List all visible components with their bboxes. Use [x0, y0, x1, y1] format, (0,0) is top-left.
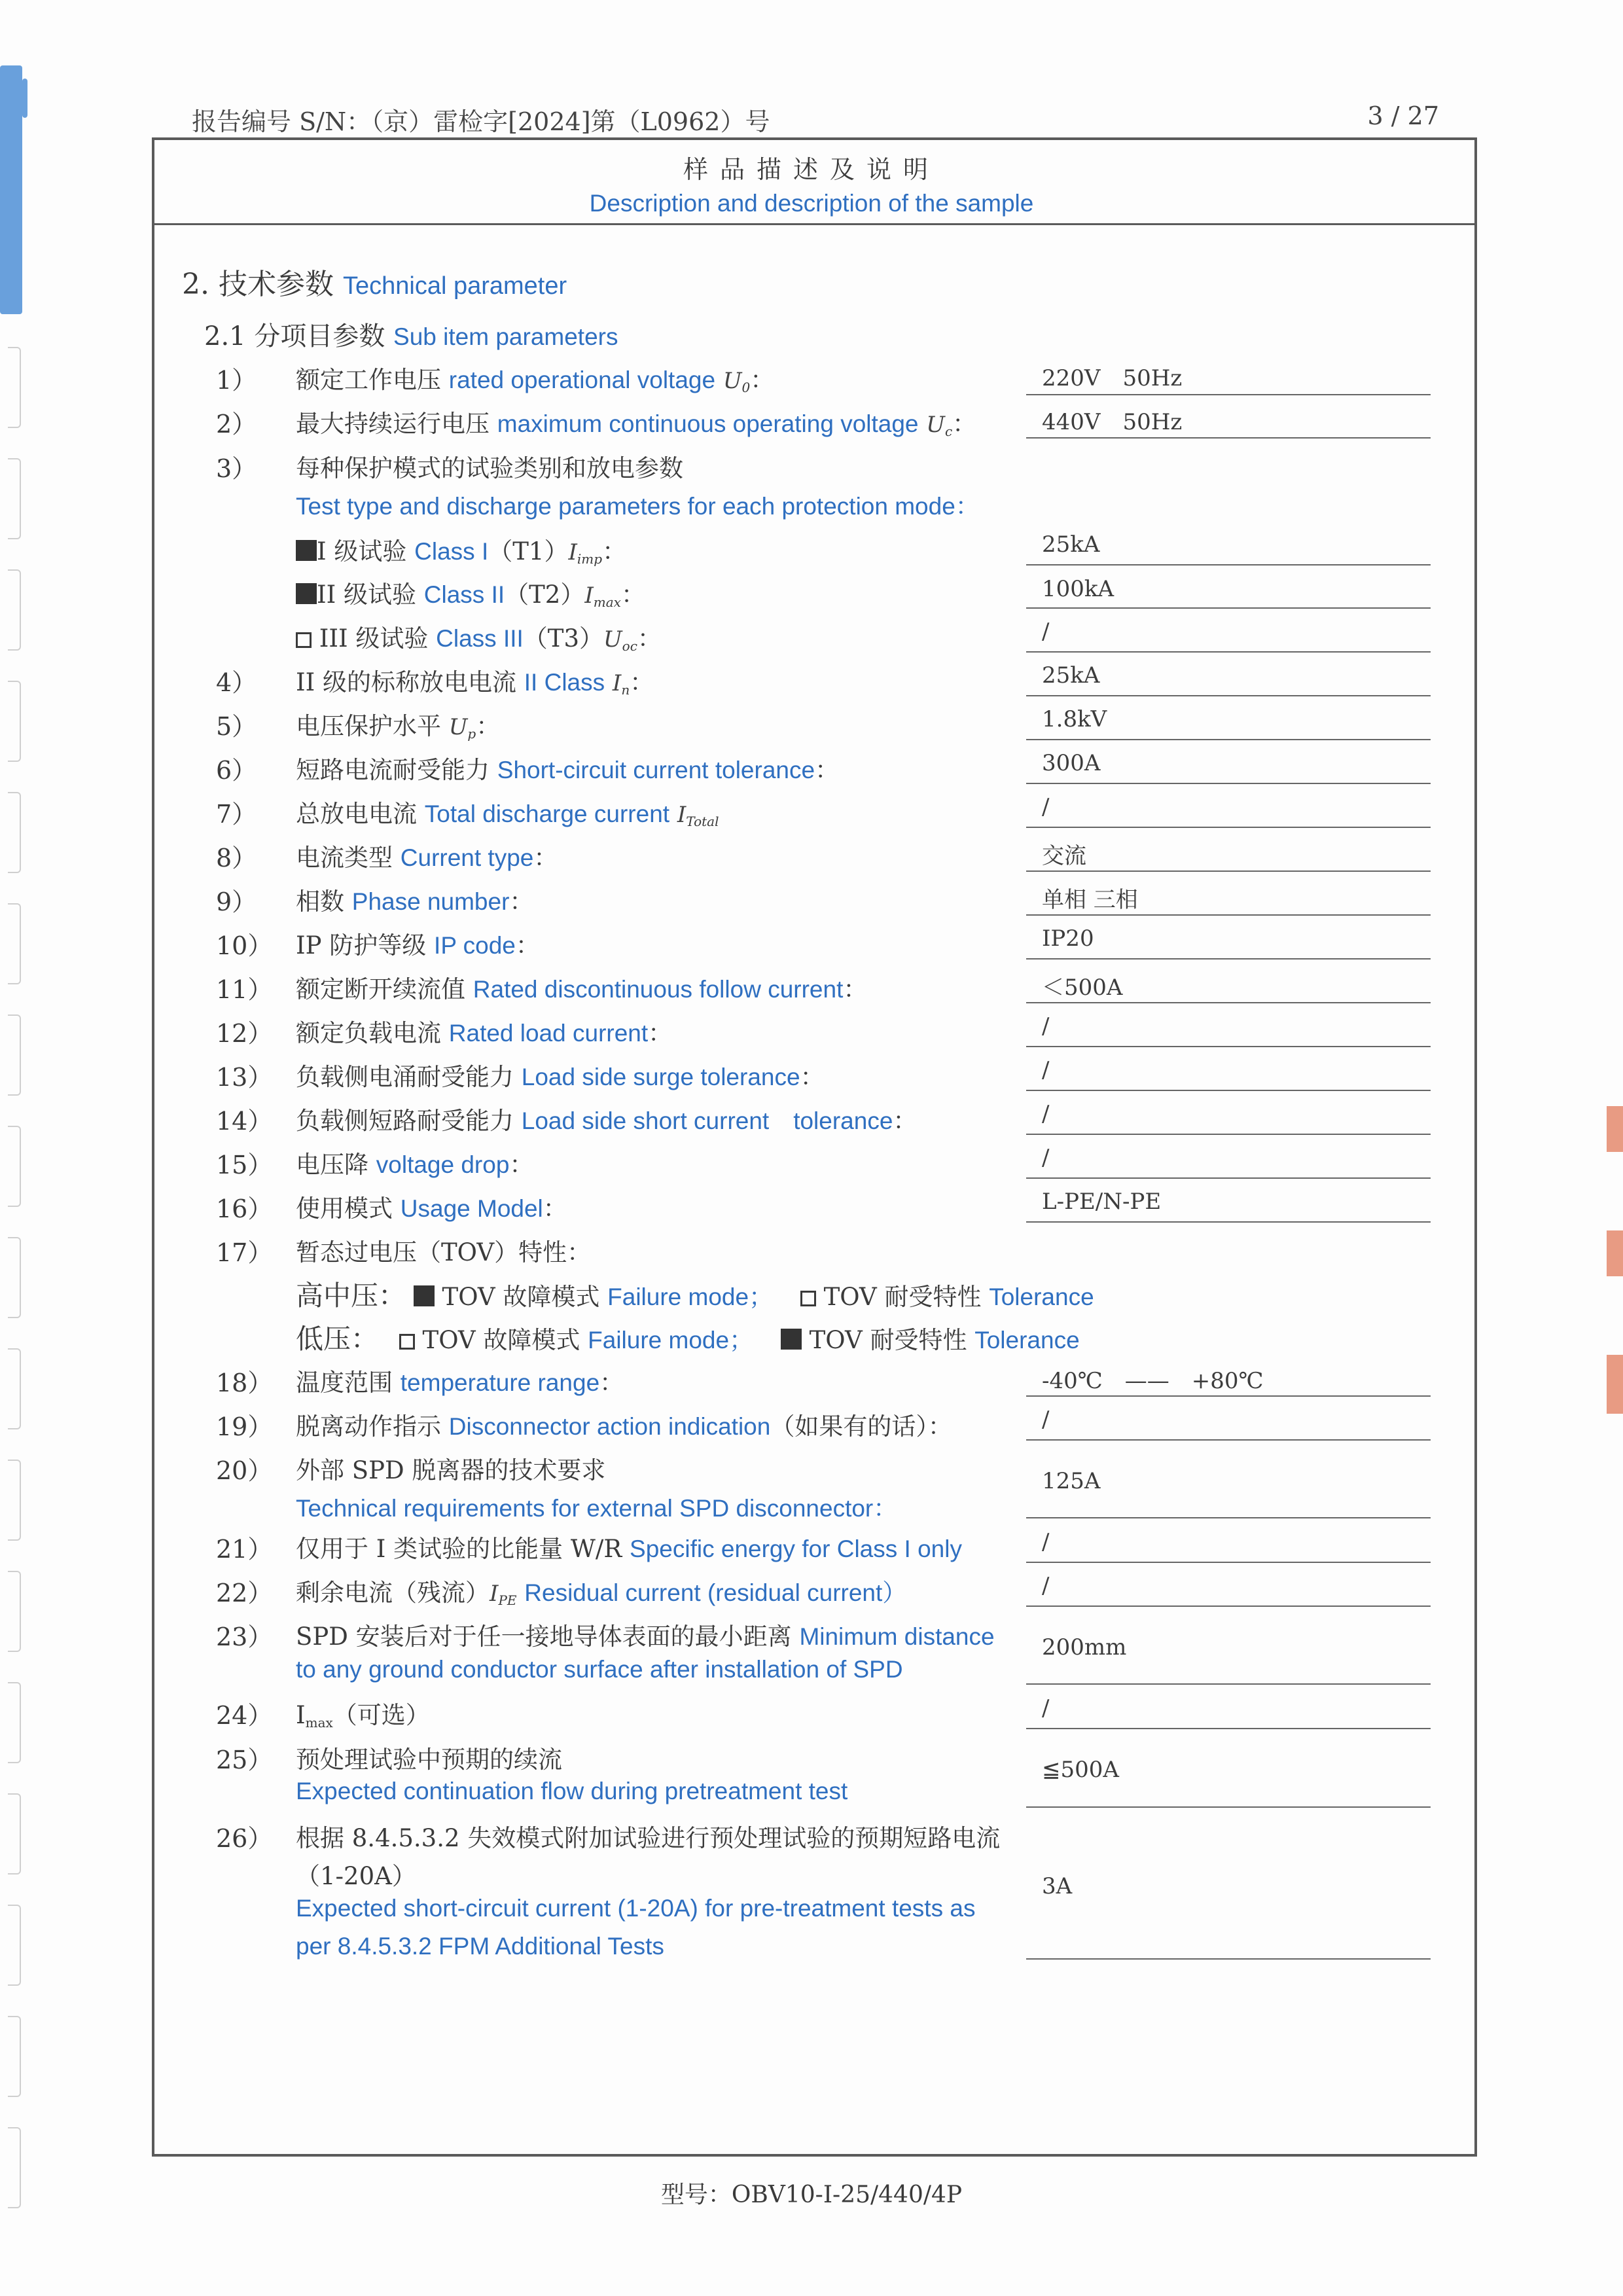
checkbox-lv-tolerance[interactable] — [781, 1329, 802, 1350]
item-number: 26） — [216, 1824, 273, 1853]
value-underline — [1026, 1395, 1431, 1397]
param-label: 电压保护水平 Up： — [296, 712, 501, 742]
model-footer: 型号：OBV10-I-25/440/4P — [660, 2181, 963, 2208]
param-label: 负载侧短路耐受能力 Load side short current tolerance： — [296, 1107, 918, 1135]
param-label: II 级的标称放电电流 II Class In： — [296, 668, 654, 698]
punch-hole — [8, 569, 21, 651]
checkbox-hv-failure[interactable] — [414, 1285, 435, 1306]
param-value: / — [1042, 619, 1050, 645]
param-label: 剩余电流（残流）IPE Residual current (residual current） — [296, 1579, 907, 1608]
param-label: 负载侧电涌耐受能力 Load side surge tolerance： — [296, 1063, 825, 1091]
value-underline — [1026, 914, 1431, 916]
param-label: 额定断开续流值 Rated discontinuous follow current： — [296, 975, 868, 1003]
tov-lv-row: 低压： TOV 故障模式 Failure mode； TOV 耐受特性 Tolerance — [296, 1323, 1080, 1355]
item-number: 14） — [216, 1107, 273, 1136]
param-value: 1.8kV — [1042, 706, 1107, 732]
param-label: IP 防护等级 IP code： — [296, 931, 540, 960]
punch-hole — [8, 1905, 21, 1986]
param-label: 短路电流耐受能力 Short-circuit current tolerance： — [296, 756, 840, 784]
punch-hole — [8, 347, 21, 428]
value-underline — [1026, 607, 1431, 609]
item-number: 16） — [216, 1194, 273, 1223]
item-number: 19） — [216, 1412, 273, 1441]
param-label: SPD 安装后对于任一接地导体表面的最小距离 Minimum distance — [296, 1623, 995, 1651]
param-label: 暂态过电压（TOV）特性： — [296, 1238, 592, 1266]
value-underline — [1026, 695, 1431, 696]
value-underline — [1026, 1090, 1431, 1091]
punch-hole — [8, 1571, 21, 1652]
param-value: 440V 50Hz — [1042, 409, 1183, 435]
param-label: 电流类型 Current type： — [296, 844, 558, 872]
item-number: 22） — [216, 1579, 273, 1607]
param-label: 总放电电流 Total discharge current ITotal — [296, 800, 719, 829]
value-underline — [1026, 1728, 1431, 1729]
checkbox-class3[interactable] — [296, 632, 312, 648]
value-underline — [1026, 394, 1431, 395]
value-underline — [1026, 827, 1431, 828]
item-number: 6） — [216, 756, 257, 785]
item-number: 5） — [216, 712, 257, 741]
param-value: 25kA — [1042, 662, 1100, 689]
param-value: / — [1042, 1529, 1050, 1555]
param-label-en: Test type and discharge parameters for each protection mode： — [296, 493, 980, 520]
param-label: 每种保护模式的试验类别和放电参数 — [296, 454, 683, 482]
seal-fragment — [1607, 1106, 1623, 1152]
item-number: 9） — [216, 888, 257, 916]
value-underline — [1026, 739, 1431, 740]
page-title-zh: 样品描述及说明 — [683, 155, 940, 184]
value-underline — [1026, 1683, 1431, 1685]
item-number: 1） — [216, 366, 257, 395]
title-divider — [154, 223, 1474, 225]
param-value: / — [1042, 1695, 1050, 1721]
value-underline — [1026, 651, 1431, 653]
seal-fragment — [1607, 1230, 1623, 1276]
param-label-en: to any ground conductor surface after installation of SPD — [296, 1656, 903, 1683]
punch-hole — [8, 1682, 21, 1763]
param-label: 相数 Phase number： — [296, 888, 534, 916]
punch-hole — [8, 1237, 21, 1318]
param-value: 单相 三相 — [1042, 887, 1138, 913]
value-underline — [1026, 958, 1431, 960]
page-header — [192, 101, 1461, 134]
param-label-en: Technical requirements for external SPD disconnector： — [296, 1495, 898, 1522]
value-underline — [1026, 1002, 1431, 1003]
param-label-en: Expected continuation flow during pretreatment test — [296, 1778, 848, 1804]
param-value: / — [1042, 1057, 1050, 1083]
value-underline — [1026, 1439, 1431, 1441]
value-underline — [1026, 1806, 1431, 1808]
binding-mark — [22, 79, 27, 118]
item-number: 17） — [216, 1238, 273, 1267]
value-underline — [1026, 1221, 1431, 1223]
param-label: 额定工作电压 rated operational voltage U0： — [296, 366, 775, 395]
punch-hole — [8, 458, 21, 539]
punch-hole — [8, 2016, 21, 2097]
seal-fragment — [1607, 1355, 1623, 1414]
param-label: 电压降 voltage drop： — [296, 1151, 534, 1179]
param-value: 200mm — [1042, 1634, 1127, 1660]
param-value: 125A — [1042, 1468, 1101, 1494]
item-number: 7） — [216, 800, 257, 829]
item-number: 21） — [216, 1535, 273, 1564]
param-label: Imax（可选） — [296, 1701, 430, 1731]
param-label: 最大持续运行电压 maximum continuous operating voltage Uc： — [296, 410, 977, 439]
param-value: 交流 — [1042, 843, 1086, 869]
value-underline — [1026, 1958, 1431, 1960]
binding-strip — [0, 0, 39, 2296]
param-value: / — [1042, 794, 1050, 820]
value-underline — [1026, 783, 1431, 784]
checkbox-class2[interactable] — [296, 583, 317, 604]
param-value: ≦500A — [1042, 1757, 1119, 1783]
class2-row: II 级试验 Class II（T2）Imax： — [296, 575, 645, 610]
class1-row: I 级试验 Class I（T1）Iimp： — [296, 531, 626, 567]
value-underline — [1026, 870, 1431, 872]
value-underline — [1026, 1605, 1431, 1607]
punch-hole — [8, 792, 21, 873]
param-value: 100kA — [1042, 576, 1115, 602]
value-underline — [1026, 1134, 1431, 1135]
item-number: 10） — [216, 931, 273, 960]
tov-hv-row: 高中压： TOV 故障模式 Failure mode； TOV 耐受特性 Tolerance — [296, 1280, 1094, 1312]
param-value: L-PE/N-PE — [1042, 1189, 1162, 1215]
class3-row: III 级试验 Class III（T3）Uoc： — [296, 619, 662, 654]
param-value: / — [1042, 1013, 1050, 1039]
item-number: 11） — [216, 975, 273, 1004]
item-number: 18） — [216, 1369, 273, 1397]
punch-hole — [8, 681, 21, 762]
param-value: -40℃ —— +80℃ — [1042, 1368, 1264, 1394]
item-number: 8） — [216, 844, 257, 872]
item-number: 13） — [216, 1063, 273, 1092]
punch-hole — [8, 903, 21, 984]
param-label-en: Expected short-circuit current (1-20A) for pre-treatment tests as — [296, 1895, 976, 1922]
param-value: 25kA — [1042, 531, 1100, 558]
value-underline — [1026, 1517, 1431, 1518]
page-title-en: Description and description of the sample — [589, 190, 1034, 217]
param-value: / — [1042, 1573, 1050, 1599]
page-number: 3 / 27 — [1367, 101, 1439, 130]
param-value: / — [1042, 1145, 1050, 1171]
report-number: 报告编号 S/N：（京）雷检字[2024]第（L0962）号 — [192, 107, 770, 136]
param-value: ＜500A — [1042, 975, 1123, 1001]
item-number: 12） — [216, 1019, 273, 1048]
param-value: 300A — [1042, 750, 1101, 776]
item-number: 2） — [216, 410, 257, 439]
value-underline — [1026, 564, 1431, 565]
param-label: 脱离动作指示 Disconnector action indication（如果有的话）： — [296, 1412, 952, 1441]
param-label: 预处理试验中预期的续流 — [296, 1746, 562, 1774]
checkbox-class1[interactable] — [296, 540, 317, 561]
param-value: / — [1042, 1407, 1050, 1433]
param-value: IP20 — [1042, 925, 1094, 952]
value-underline — [1026, 437, 1431, 439]
subsection-heading: 2.1 分项目参数 Sub item parameters — [204, 321, 618, 351]
punch-hole — [8, 1793, 21, 1874]
item-number: 4） — [216, 668, 257, 697]
checkbox-hv-tolerance[interactable] — [800, 1291, 816, 1306]
value-underline — [1026, 1177, 1431, 1179]
param-label-en: per 8.4.5.3.2 FPM Additional Tests — [296, 1933, 664, 1960]
param-label: （1-20A） — [296, 1862, 416, 1890]
param-label: 额定负载电流 Rated load current： — [296, 1019, 673, 1047]
param-label: 根据 8.4.5.3.2 失效模式附加试验进行预处理试验的预期短路电流 — [296, 1824, 1001, 1852]
item-number: 25） — [216, 1746, 273, 1774]
param-value: 3A — [1042, 1873, 1073, 1899]
item-number: 3） — [216, 454, 257, 483]
param-label: 使用模式 Usage Model： — [296, 1194, 567, 1223]
punch-hole — [8, 1126, 21, 1207]
param-label: 温度范围 temperature range： — [296, 1369, 624, 1397]
param-label: 仅用于 I 类试验的比能量 W/R Specific energy for Class I only — [296, 1535, 962, 1563]
punch-hole — [8, 1014, 21, 1096]
param-value: / — [1042, 1101, 1050, 1127]
value-underline — [1026, 1562, 1431, 1563]
item-number: 24） — [216, 1701, 273, 1730]
item-number: 15） — [216, 1151, 273, 1179]
checkbox-lv-failure[interactable] — [399, 1334, 415, 1350]
param-value: 220V 50Hz — [1042, 365, 1183, 391]
punch-hole — [8, 1460, 21, 1541]
value-underline — [1026, 1046, 1431, 1047]
item-number: 23） — [216, 1623, 273, 1651]
param-label: 外部 SPD 脱离器的技术要求 — [296, 1456, 606, 1484]
section-heading: 2. 技术参数 Technical parameter — [182, 268, 567, 301]
punch-hole — [8, 1348, 21, 1429]
item-number: 20） — [216, 1456, 273, 1485]
